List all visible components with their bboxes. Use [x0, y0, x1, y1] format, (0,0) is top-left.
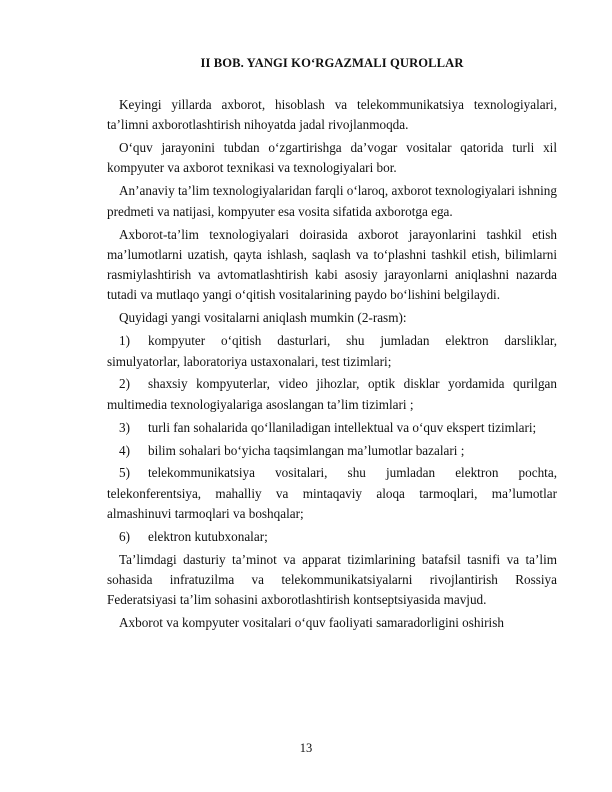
paragraph: O‘quv jarayonini tubdan o‘zgartirishga da’vogar vositalar qatorida turli xil kompyuter va axborot texnikasi va texnologiyalari bor. [107, 140, 557, 176]
list-item-number: 2) [119, 376, 130, 392]
list-item-number: 6) [119, 528, 130, 544]
list-item-number: 3) [119, 419, 130, 435]
list-item-text: kompyuter o‘qitish dasturlari, shu jumladan elektron darsliklar, simulyatorlar, laboratoriya ustaxonalari, test tizimlari; [107, 333, 557, 369]
page-number: 13 [299, 741, 313, 755]
paragraph: Axborot-ta’lim texnologiyalari doirasida axborot jarayonlarini tashkil etish ma’lumotlarni uzatish, qayta ishlash, saqlash va to‘plashni tashkil etish, bilimlarni rasmiylashtirish va avtomatlashtirish kabi asosiy jarayonlarni aniqlashni nazarda tutadi va mutlaqo yangi o‘qitish vositalarining paydo bo‘lishini belgilaydi. [107, 226, 557, 303]
list-item-text: bilim sohalari bo‘yicha taqsimlangan ma’lumotlar bazalari ; [148, 442, 465, 458]
document-body [107, 95, 557, 636]
list-item-number: 1) [119, 333, 130, 349]
paragraph: Quyidagi yangi vositalarni aniqlash mumkin (2-rasm): [119, 310, 407, 326]
list-item-text: turli fan sohalarida qo‘llaniladigan intellektual va o‘quv ekspert tizimlari; [148, 419, 537, 435]
list-item [107, 463, 557, 524]
list-item-text: telekommunikatsiya vositalari, shu jumladan elektron pochta, telekonferentsiya, mahalliy va mintaqaviy aloqa tarmoqlari, ma’lumotlar almashinuvi tarmoqlari va boshqalar; [107, 465, 557, 521]
list-item-number: 5) [119, 465, 130, 481]
list-item [107, 441, 557, 461]
list-item-number: 4) [119, 442, 130, 458]
list-item [107, 418, 557, 438]
paragraph: An’anaviy ta’lim texnologiyalaridan farqli o‘laroq, axborot texnologiyalari ishning predmeti va natijasi, kompyuter esa vosita sifatida axborotga ega. [107, 183, 557, 219]
list-item [107, 331, 557, 372]
list-item-text: elektron kutubxonalar; [148, 528, 268, 544]
list-item [107, 527, 557, 547]
chapter-heading: II BOB. YANGI KO‘RGAZMALI QUROLLAR [200, 56, 464, 70]
paragraph: Keyingi yillarda axborot, hisoblash va telekommunikatsiya texnologiyalari, ta’limni axborotlashtirish nihoyatda jadal rivojlanmoqda. [107, 97, 557, 133]
list-item-text: shaxsiy kompyuterlar, video jihozlar, optik disklar yordamida qurilgan multimedia texnologiyalariga asoslangan ta’lim tizimlari ; [107, 376, 557, 412]
paragraph: Axborot va kompyuter vositalari o‘quv faoliyati samaradorligini oshirish [119, 615, 504, 631]
list-item [107, 374, 557, 415]
paragraph: Ta’limdagi dasturiy ta’minot va apparat tizimlarining batafsil tasnifi va ta’lim sohasida infratuzilma va telekommunikatsiyalarni rivojlantirish Rossiya Federatsiyasi ta’lim sohasini axborotlashtirish kontseptsiyasida mavjud. [107, 551, 557, 608]
